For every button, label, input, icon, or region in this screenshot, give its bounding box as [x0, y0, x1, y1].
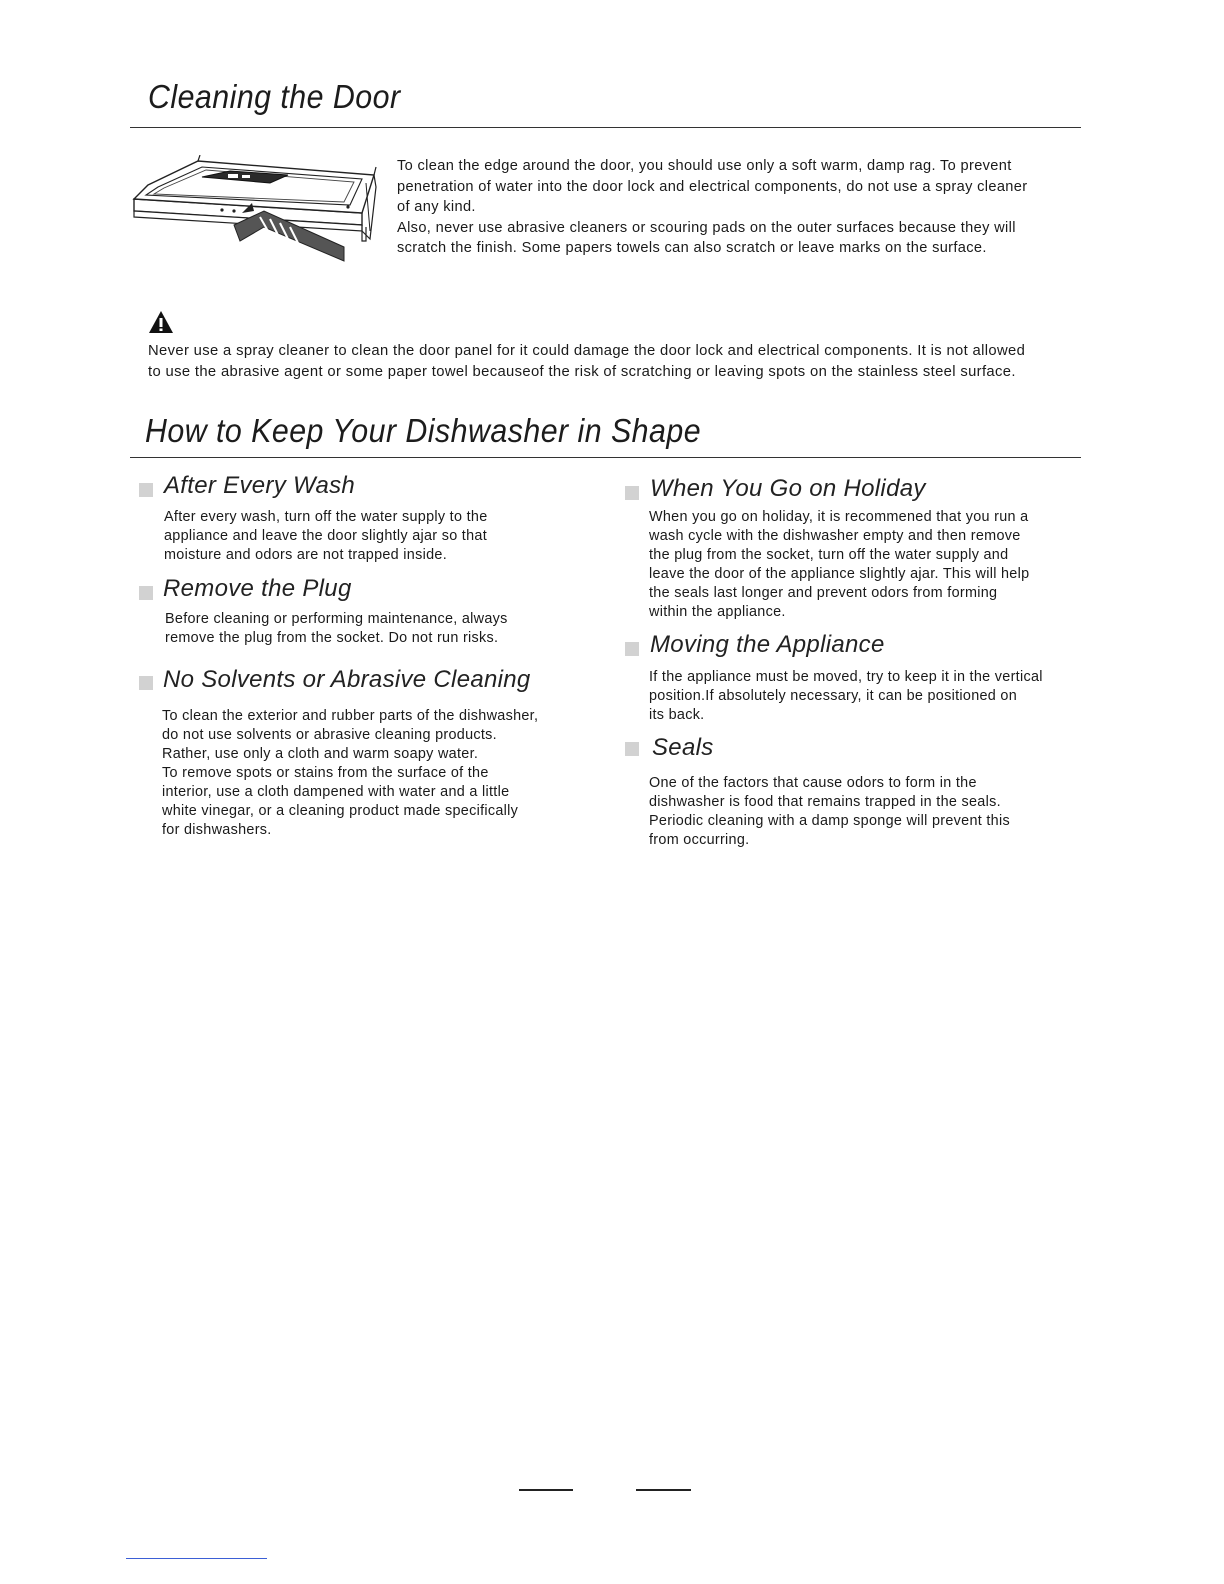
subheading-remove-plug: Remove the Plug	[163, 575, 352, 602]
bullet-square-icon	[139, 483, 153, 497]
subheading-after-every-wash: After Every Wash	[164, 472, 356, 499]
link-underline	[126, 1558, 267, 1559]
section-title-keep-in-shape: How to Keep Your Dishwasher in Shape	[145, 412, 702, 449]
body-line: dishwasher is food that remains trapped in the seals.	[649, 794, 1001, 810]
title-rule	[130, 457, 1081, 458]
body-line: its back.	[649, 707, 705, 723]
body-line: do not use solvents or abrasive cleaning products.	[162, 727, 497, 743]
body-line: Periodic cleaning with a damp sponge will prevent this	[649, 813, 1010, 829]
body-line: appliance and leave the door slightly ajar so that	[164, 528, 487, 544]
body-line: moisture and odors are not trapped inside.	[164, 547, 447, 563]
subheading-no-solvents: No Solvents or Abrasive Cleaning	[163, 666, 531, 693]
body-line: position.If absolutely necessary, it can be positioned on	[649, 688, 1018, 704]
body-line: If the appliance must be moved, try to keep it in the vertical	[649, 669, 1043, 685]
bullet-square-icon	[625, 486, 639, 500]
body-line: Rather, use only a cloth and warm soapy water.	[162, 746, 479, 762]
body-line: To remove spots or stains from the surface of the	[162, 765, 489, 781]
no-solvents-text	[162, 707, 538, 840]
body-line: the plug from the socket, turn off the water supply and	[649, 547, 1009, 563]
body-line: from occurring.	[649, 832, 750, 848]
body-line: One of the factors that cause odors to form in the	[649, 775, 977, 791]
bullet-square-icon	[139, 586, 153, 600]
page-number-rule-right	[636, 1489, 691, 1491]
paragraph-line: penetration of water into the door lock and electrical components, do not use a spray cleaner	[397, 178, 1028, 195]
seals-text	[649, 774, 1010, 850]
warning-line: Never use a spray cleaner to clean the door panel for it could damage the door lock and electrical components. It is not allowed	[148, 343, 1026, 359]
warning-triangle-icon	[148, 310, 174, 334]
body-line: remove the plug from the socket. Do not run risks.	[165, 630, 499, 646]
body-line: After every wash, turn off the water supply to the	[164, 509, 488, 525]
paragraph-line: of any kind.	[397, 199, 476, 215]
body-line: wash cycle with the dishwasher empty and then remove	[649, 528, 1021, 544]
page-number-rule-left	[519, 1489, 573, 1491]
warning-line: to use the abrasive agent or some paper towel becauseof the risk of scratching or leaving spots on the stainless steel surface.	[148, 363, 1016, 380]
body-line: When you go on holiday, it is recommened that you run a	[649, 509, 1029, 525]
warning-text	[148, 341, 1078, 382]
section-title-cleaning-door: Cleaning the Door	[148, 78, 401, 115]
body-line: for dishwashers.	[162, 822, 272, 838]
after-every-wash-text	[164, 508, 488, 565]
title-rule	[130, 127, 1081, 128]
holiday-text	[649, 508, 1029, 622]
subheading-holiday: When You Go on Holiday	[650, 475, 926, 502]
body-line: the seals last longer and prevent odors from forming	[649, 585, 998, 601]
bullet-square-icon	[625, 642, 639, 656]
door-cleaning-text	[397, 156, 1077, 259]
remove-plug-text	[165, 610, 508, 648]
paragraph-line: scratch the finish. Some papers towels can also scratch or leave marks on the surface.	[397, 240, 987, 256]
subheading-seals: Seals	[652, 734, 714, 761]
moving-text	[649, 668, 1043, 725]
door-illustration	[130, 155, 380, 265]
dishwasher-door-icon	[130, 155, 380, 265]
bullet-square-icon	[625, 742, 639, 756]
subheading-moving: Moving the Appliance	[650, 631, 885, 658]
paragraph-line: Also, never use abrasive cleaners or scouring pads on the outer surfaces because they will	[397, 219, 1016, 236]
body-line: To clean the exterior and rubber parts of the dishwasher,	[162, 708, 539, 724]
bullet-square-icon	[139, 676, 153, 690]
body-line: Before cleaning or performing maintenance, always	[165, 611, 508, 627]
body-line: interior, use a cloth dampened with water and a little	[162, 784, 510, 800]
body-line: white vinegar, or a cleaning product made specifically	[162, 803, 519, 819]
paragraph-line: To clean the edge around the door, you should use only a soft warm, damp rag. To prevent	[397, 158, 1012, 174]
body-line: leave the door of the appliance slightly ajar. This will help	[649, 566, 1030, 582]
body-line: within the appliance.	[649, 604, 786, 620]
